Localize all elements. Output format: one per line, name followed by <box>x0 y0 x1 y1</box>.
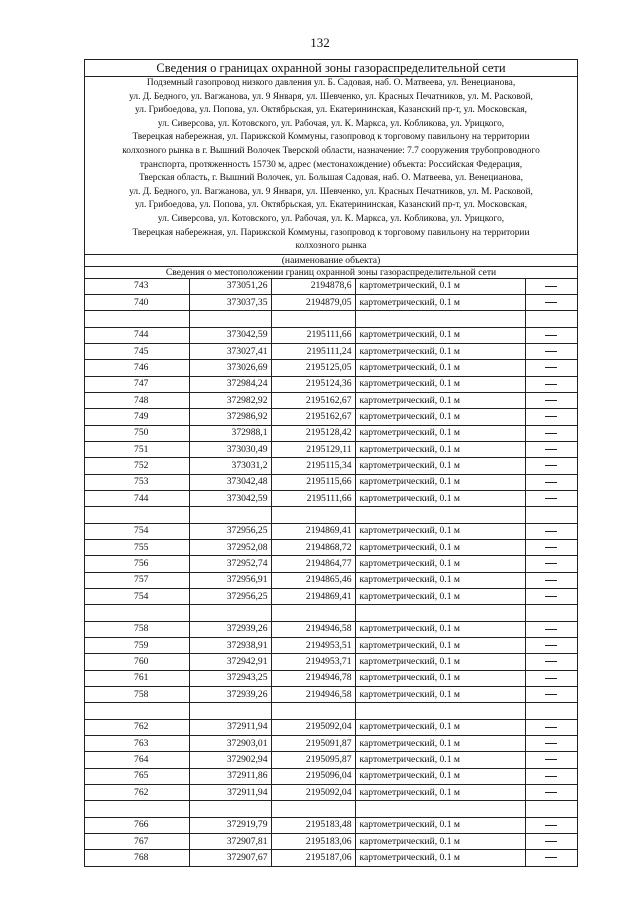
point-number-cell: 767 <box>85 833 189 849</box>
y-coordinate-cell: 2195124,36 <box>271 376 355 392</box>
method-cell: картометрический, 0.1 м <box>355 376 525 392</box>
empty-cell <box>271 605 355 621</box>
table-row <box>85 360 577 376</box>
point-number-cell: 757 <box>85 572 189 588</box>
dash-mark <box>545 727 557 728</box>
method-cell: картометрический, 0.1 м <box>355 344 525 360</box>
dash-mark <box>545 351 557 352</box>
table-row <box>85 850 577 866</box>
y-coordinate-cell: 2195095,87 <box>271 752 355 768</box>
dash-cell <box>525 295 577 311</box>
object-description-line: ул. Сиверсова, ул. Котовского, ул. Рабочая, ул. К. Маркса, ул. Кобликова, ул. Урицкого, <box>157 118 505 129</box>
dash-cell <box>525 588 577 604</box>
x-coordinate-cell: 372919,79 <box>189 817 271 833</box>
dash-cell <box>525 654 577 670</box>
y-coordinate-cell: 2195111,66 <box>271 490 355 506</box>
method-cell: картометрический, 0.1 м <box>355 572 525 588</box>
dash-mark <box>545 335 557 336</box>
point-number-cell: 744 <box>85 490 189 506</box>
y-coordinate-cell: 2194868,72 <box>271 539 355 555</box>
object-name-caption: (наименование объекта) <box>85 255 577 267</box>
dash-cell <box>525 474 577 490</box>
table-row <box>85 784 577 800</box>
x-coordinate-cell: 372956,25 <box>189 588 271 604</box>
separator-row <box>85 605 577 621</box>
object-description-line: Тверецкая набережная, ул. Парижской Коммуны, газопровод к торговому павильону на территории <box>132 132 530 143</box>
table-row <box>85 295 577 311</box>
dash-cell <box>525 393 577 409</box>
empty-cell <box>525 703 577 719</box>
y-coordinate-cell: 2195096,04 <box>271 768 355 784</box>
table-row <box>85 654 577 670</box>
dash-mark <box>545 841 557 842</box>
x-coordinate-cell: 372988,1 <box>189 425 271 441</box>
method-cell: картометрический, 0.1 м <box>355 490 525 506</box>
point-number-cell: 764 <box>85 752 189 768</box>
dash-cell <box>525 458 577 474</box>
dash-mark <box>545 367 557 368</box>
dash-mark <box>545 825 557 826</box>
dash-mark <box>545 465 557 466</box>
table-row <box>85 327 577 343</box>
table-row <box>85 344 577 360</box>
method-cell: картометрический, 0.1 м <box>355 409 525 425</box>
object-description-line: Подземный газопровод низкого давления ул. Б. Садовая, наб. О. Матвеева, ул. Венецианова, <box>146 78 516 88</box>
point-number-cell: 758 <box>85 621 189 637</box>
y-coordinate-cell: 2195162,67 <box>271 409 355 425</box>
y-coordinate-cell: 2195111,24 <box>271 344 355 360</box>
dash-cell <box>525 376 577 392</box>
point-number-cell: 765 <box>85 768 189 784</box>
x-coordinate-cell: 373030,49 <box>189 442 271 458</box>
dash-cell <box>525 523 577 539</box>
method-cell: картометрический, 0.1 м <box>355 817 525 833</box>
table-row <box>85 588 577 604</box>
point-number-cell: 759 <box>85 637 189 653</box>
point-number-cell: 743 <box>85 279 189 295</box>
dash-mark <box>545 482 557 483</box>
point-number-cell: 763 <box>85 735 189 751</box>
method-cell: картометрический, 0.1 м <box>355 833 525 849</box>
table-row <box>85 425 577 441</box>
x-coordinate-cell: 372911,94 <box>189 784 271 800</box>
x-coordinate-cell: 372956,25 <box>189 523 271 539</box>
empty-cell <box>85 703 189 719</box>
empty-cell <box>85 801 189 817</box>
x-coordinate-cell: 372943,25 <box>189 670 271 686</box>
empty-cell <box>189 703 271 719</box>
dash-cell <box>525 752 577 768</box>
dash-mark <box>545 384 557 385</box>
table-row <box>85 556 577 572</box>
table-row <box>85 572 577 588</box>
point-number-cell: 749 <box>85 409 189 425</box>
method-cell: картометрический, 0.1 м <box>355 637 525 653</box>
x-coordinate-cell: 372903,01 <box>189 735 271 751</box>
x-coordinate-cell: 372939,26 <box>189 621 271 637</box>
empty-cell <box>355 703 525 719</box>
x-coordinate-cell: 372952,74 <box>189 556 271 572</box>
object-description-line: колхозного рынка <box>295 241 367 252</box>
table-row <box>85 621 577 637</box>
dash-mark <box>545 400 557 401</box>
empty-cell <box>525 311 577 327</box>
y-coordinate-cell: 2194953,51 <box>271 637 355 653</box>
point-number-cell: 761 <box>85 670 189 686</box>
table-row <box>85 393 577 409</box>
empty-cell <box>85 311 189 327</box>
point-number-cell: 756 <box>85 556 189 572</box>
empty-cell <box>355 605 525 621</box>
empty-cell <box>189 605 271 621</box>
dash-mark <box>545 743 557 744</box>
method-cell: картометрический, 0.1 м <box>355 425 525 441</box>
method-cell: картометрический, 0.1 м <box>355 474 525 490</box>
method-cell: картометрический, 0.1 м <box>355 784 525 800</box>
dash-mark <box>545 433 557 434</box>
point-number-cell: 768 <box>85 850 189 866</box>
coordinates-table <box>85 279 577 866</box>
x-coordinate-cell: 372911,86 <box>189 768 271 784</box>
dash-mark <box>545 498 557 499</box>
method-cell: картометрический, 0.1 м <box>355 850 525 866</box>
x-coordinate-cell: 373042,59 <box>189 490 271 506</box>
method-cell: картометрический, 0.1 м <box>355 539 525 555</box>
x-coordinate-cell: 372956,91 <box>189 572 271 588</box>
method-cell: картометрический, 0.1 м <box>355 360 525 376</box>
point-number-cell: 762 <box>85 784 189 800</box>
separator-row <box>85 703 577 719</box>
table-row <box>85 279 577 295</box>
point-number-cell: 755 <box>85 539 189 555</box>
point-number-cell: 744 <box>85 327 189 343</box>
table-row <box>85 539 577 555</box>
dash-cell <box>525 572 577 588</box>
table-row <box>85 833 577 849</box>
method-cell: картометрический, 0.1 м <box>355 768 525 784</box>
y-coordinate-cell: 2194953,71 <box>271 654 355 670</box>
y-coordinate-cell: 2195092,04 <box>271 784 355 800</box>
point-number-cell: 750 <box>85 425 189 441</box>
empty-cell <box>271 801 355 817</box>
empty-cell <box>271 703 355 719</box>
table-row <box>85 637 577 653</box>
y-coordinate-cell: 2195115,34 <box>271 458 355 474</box>
dash-mark <box>545 857 557 858</box>
method-cell: картометрический, 0.1 м <box>355 654 525 670</box>
x-coordinate-cell: 372939,26 <box>189 686 271 702</box>
method-cell: картометрический, 0.1 м <box>355 735 525 751</box>
object-description-line: транспорта, протяженность 15730 м, адрес (местонахождение) объекта: Российская Федерация, <box>139 159 523 170</box>
method-cell: картометрический, 0.1 м <box>355 621 525 637</box>
method-cell: картометрический, 0.1 м <box>355 719 525 735</box>
object-description <box>85 77 577 255</box>
method-cell: картометрический, 0.1 м <box>355 442 525 458</box>
y-coordinate-cell: 2195111,66 <box>271 327 355 343</box>
table-row <box>85 670 577 686</box>
empty-cell <box>85 605 189 621</box>
x-coordinate-cell: 373031,2 <box>189 458 271 474</box>
x-coordinate-cell: 372902,94 <box>189 752 271 768</box>
dash-mark <box>545 792 557 793</box>
y-coordinate-cell: 2195092,04 <box>271 719 355 735</box>
object-description-line: Тверецкая набережная, ул. Парижской Коммуны, газопровод к торговому павильону на территории <box>132 227 530 238</box>
separator-row <box>85 507 577 523</box>
point-number-cell: 766 <box>85 817 189 833</box>
dash-mark <box>545 563 557 564</box>
empty-cell <box>271 311 355 327</box>
empty-cell <box>355 801 525 817</box>
empty-cell <box>189 507 271 523</box>
point-number-cell: 746 <box>85 360 189 376</box>
method-cell: картометрический, 0.1 м <box>355 556 525 572</box>
method-cell: картометрический, 0.1 м <box>355 393 525 409</box>
dash-mark <box>545 629 557 630</box>
x-coordinate-cell: 373042,59 <box>189 327 271 343</box>
empty-cell <box>525 507 577 523</box>
x-coordinate-cell: 372942,91 <box>189 654 271 670</box>
dash-cell <box>525 719 577 735</box>
point-number-cell: 762 <box>85 719 189 735</box>
point-number-cell: 748 <box>85 393 189 409</box>
y-coordinate-cell: 2194946,78 <box>271 670 355 686</box>
y-coordinate-cell: 2195183,06 <box>271 833 355 849</box>
x-coordinate-cell: 372984,24 <box>189 376 271 392</box>
object-description-line: ул. Грибоедова, ул. Попова, ул. Октябрьская, ул. Екатерининская, Казанский пр-т, ул. Московская, <box>135 105 527 116</box>
table-row <box>85 523 577 539</box>
dash-mark <box>545 547 557 548</box>
method-cell: картометрический, 0.1 м <box>355 686 525 702</box>
point-number-cell: 758 <box>85 686 189 702</box>
y-coordinate-cell: 2195162,67 <box>271 393 355 409</box>
table-row <box>85 768 577 784</box>
x-coordinate-cell: 373026,69 <box>189 360 271 376</box>
x-coordinate-cell: 373037,35 <box>189 295 271 311</box>
point-number-cell: 740 <box>85 295 189 311</box>
table-row <box>85 735 577 751</box>
dash-mark <box>545 645 557 646</box>
location-subheader: Сведения о местоположении границ охранной зоны газораспределительной сети <box>85 267 577 279</box>
method-cell: картометрический, 0.1 м <box>355 523 525 539</box>
x-coordinate-cell: 372938,91 <box>189 637 271 653</box>
x-coordinate-cell: 372982,92 <box>189 393 271 409</box>
point-number-cell: 752 <box>85 458 189 474</box>
x-coordinate-cell: 372952,08 <box>189 539 271 555</box>
x-coordinate-cell: 373042,48 <box>189 474 271 490</box>
method-cell: картометрический, 0.1 м <box>355 670 525 686</box>
empty-cell <box>271 507 355 523</box>
point-number-cell: 751 <box>85 442 189 458</box>
table-row <box>85 719 577 735</box>
dash-mark <box>545 416 557 417</box>
y-coordinate-cell: 2194865,46 <box>271 572 355 588</box>
table-row <box>85 490 577 506</box>
dash-mark <box>545 759 557 760</box>
dash-cell <box>525 442 577 458</box>
x-coordinate-cell: 372911,94 <box>189 719 271 735</box>
dash-mark <box>545 596 557 597</box>
method-cell: картометрический, 0.1 м <box>355 458 525 474</box>
object-description-line: колхозного рынка в г. Вышний Волочек Тверской области, назначение: 7.7 сооружения трубопроводного <box>122 145 540 156</box>
empty-cell <box>189 311 271 327</box>
dash-cell <box>525 686 577 702</box>
method-cell: картометрический, 0.1 м <box>355 295 525 311</box>
dash-mark <box>545 302 557 303</box>
dash-mark <box>545 449 557 450</box>
separator-row <box>85 311 577 327</box>
y-coordinate-cell: 2194946,58 <box>271 686 355 702</box>
dash-cell <box>525 490 577 506</box>
empty-cell <box>189 801 271 817</box>
point-number-cell: 753 <box>85 474 189 490</box>
dash-cell <box>525 344 577 360</box>
table-row <box>85 474 577 490</box>
table-row <box>85 442 577 458</box>
y-coordinate-cell: 2194946,58 <box>271 621 355 637</box>
object-description-line: ул. Д. Бедного, ул. Вагжанова, ул. 9 Января, ул. Шевченко, ул. Красных Печатников, ул. М. Расковой, <box>129 91 533 102</box>
dash-mark <box>545 776 557 777</box>
y-coordinate-cell: 2194879,05 <box>271 295 355 311</box>
document-table-frame <box>84 59 578 867</box>
dash-cell <box>525 850 577 866</box>
page-number: 132 <box>310 35 330 50</box>
dash-mark <box>545 661 557 662</box>
object-description-line: ул. Д. Бедного, ул. Вагжанова, ул. 9 Января, ул. Шевченко, ул. Красных Печатников, ул. М. Расковой, <box>129 186 533 197</box>
table-row <box>85 458 577 474</box>
dash-cell <box>525 670 577 686</box>
dash-cell <box>525 817 577 833</box>
empty-cell <box>85 507 189 523</box>
section-title: Сведения о границах охранной зоны газораспределительной сети <box>85 60 577 77</box>
dash-mark <box>545 694 557 695</box>
table-row <box>85 752 577 768</box>
y-coordinate-cell: 2195129,11 <box>271 442 355 458</box>
method-cell: картометрический, 0.1 м <box>355 327 525 343</box>
object-description-line: Тверская область, г. Вышний Волочек, ул. Большая Садовая, наб. О. Матвеева, ул. Венецианова, <box>139 173 523 184</box>
dash-cell <box>525 556 577 572</box>
y-coordinate-cell: 2194869,41 <box>271 588 355 604</box>
method-cell: картометрический, 0.1 м <box>355 752 525 768</box>
dash-mark <box>545 531 557 532</box>
table-row <box>85 409 577 425</box>
dash-cell <box>525 327 577 343</box>
x-coordinate-cell: 372907,81 <box>189 833 271 849</box>
x-coordinate-cell: 373027,41 <box>189 344 271 360</box>
x-coordinate-cell: 372986,92 <box>189 409 271 425</box>
point-number-cell: 760 <box>85 654 189 670</box>
y-coordinate-cell: 2195187,06 <box>271 850 355 866</box>
empty-cell <box>525 605 577 621</box>
y-coordinate-cell: 2195091,87 <box>271 735 355 751</box>
table-row <box>85 686 577 702</box>
object-description-line: ул. Грибоедова, ул. Попова, ул. Октябрьская, ул. Екатерининская, Казанский пр-т, ул. Московская, <box>135 200 527 211</box>
object-description-line: ул. Сиверсова, ул. Котовского, ул. Рабочая, ул. К. Маркса, ул. Кобликова, ул. Урицкого, <box>157 213 505 224</box>
dash-cell <box>525 833 577 849</box>
dash-cell <box>525 409 577 425</box>
dash-mark <box>545 580 557 581</box>
separator-row <box>85 801 577 817</box>
y-coordinate-cell: 2194878,6 <box>271 279 355 295</box>
empty-cell <box>355 507 525 523</box>
point-number-cell: 754 <box>85 588 189 604</box>
dash-cell <box>525 637 577 653</box>
dash-mark <box>545 286 557 287</box>
table-row <box>85 817 577 833</box>
point-number-cell: 745 <box>85 344 189 360</box>
point-number-cell: 747 <box>85 376 189 392</box>
dash-cell <box>525 768 577 784</box>
dash-cell <box>525 784 577 800</box>
y-coordinate-cell: 2195115,66 <box>271 474 355 490</box>
y-coordinate-cell: 2194869,41 <box>271 523 355 539</box>
dash-cell <box>525 735 577 751</box>
dash-cell <box>525 425 577 441</box>
method-cell: картометрический, 0.1 м <box>355 588 525 604</box>
dash-mark <box>545 678 557 679</box>
point-number-cell: 754 <box>85 523 189 539</box>
x-coordinate-cell: 372907,67 <box>189 850 271 866</box>
empty-cell <box>355 311 525 327</box>
y-coordinate-cell: 2195183,48 <box>271 817 355 833</box>
y-coordinate-cell: 2195128,42 <box>271 425 355 441</box>
dash-cell <box>525 360 577 376</box>
dash-cell <box>525 621 577 637</box>
x-coordinate-cell: 373051,26 <box>189 279 271 295</box>
y-coordinate-cell: 2195125,05 <box>271 360 355 376</box>
dash-cell <box>525 539 577 555</box>
empty-cell <box>525 801 577 817</box>
y-coordinate-cell: 2194864,77 <box>271 556 355 572</box>
method-cell: картометрический, 0.1 м <box>355 279 525 295</box>
dash-cell <box>525 279 577 295</box>
table-row <box>85 376 577 392</box>
